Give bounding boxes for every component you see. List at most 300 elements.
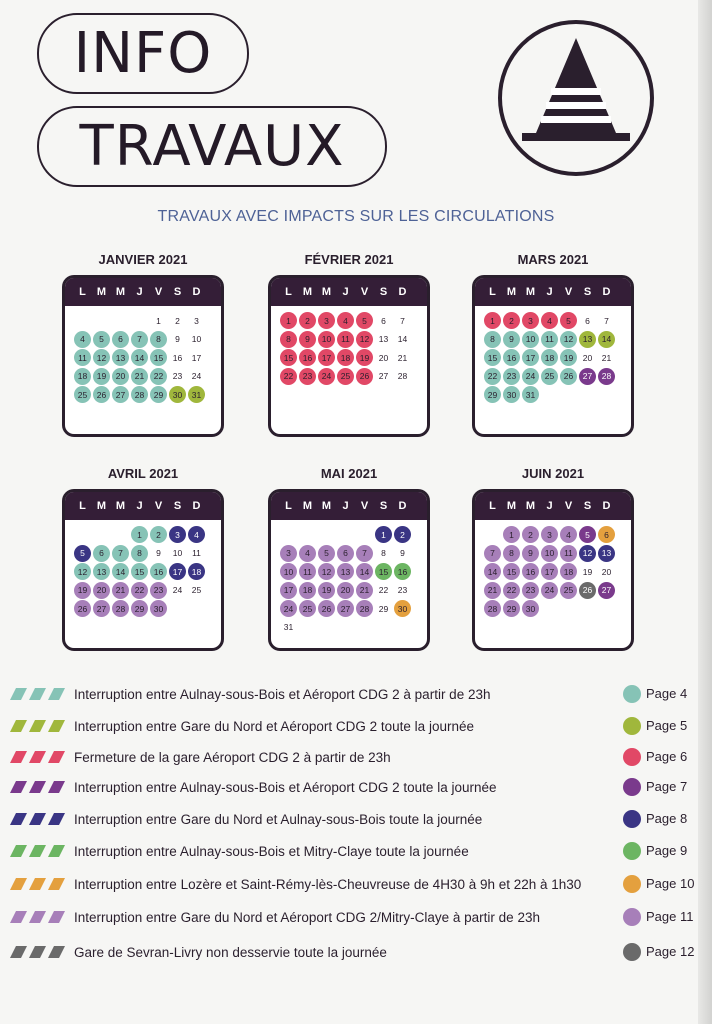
day-number: 26	[560, 368, 577, 385]
day-number: 4	[74, 331, 91, 348]
day-number: 7	[484, 545, 501, 562]
day-cell	[540, 582, 559, 601]
weekday-label: V	[360, 286, 369, 298]
day-number: 7	[400, 315, 405, 326]
day-cell	[597, 526, 616, 545]
day-number: 28	[356, 600, 373, 617]
day-cell	[355, 349, 374, 368]
day-number: 26	[356, 368, 373, 385]
weekday-label: J	[136, 286, 143, 298]
day-cell	[336, 331, 355, 350]
day-number: 11	[560, 545, 577, 562]
day-cell	[317, 312, 336, 331]
day-number: 13	[93, 563, 110, 580]
day-cell	[130, 331, 149, 350]
day-number: 8	[131, 545, 148, 562]
weekday-label: S	[173, 286, 182, 298]
day-cell	[149, 600, 168, 619]
weekday-label: M	[506, 286, 517, 298]
day-cell	[317, 331, 336, 350]
day-cell	[298, 545, 317, 564]
day-number: 13	[337, 563, 354, 580]
day-cell	[540, 545, 559, 564]
weekday-header	[65, 492, 221, 520]
day-cell	[298, 582, 317, 601]
weekday-label: V	[360, 500, 369, 512]
day-number: 15	[503, 563, 520, 580]
calendar-month	[268, 464, 430, 651]
day-number: 19	[356, 349, 373, 366]
day-number: 27	[93, 600, 110, 617]
weekday-label: J	[136, 500, 143, 512]
day-cell	[149, 349, 168, 368]
legend-text: Interruption entre Gare du Nord et Aéroport CDG 2/Mitry-Claye à partir de 23h	[74, 909, 540, 925]
day-grid	[65, 306, 221, 405]
day-cell	[521, 331, 540, 350]
day-number: 18	[299, 582, 316, 599]
day-cell	[374, 563, 393, 582]
day-cell	[168, 368, 187, 387]
day-number: 16	[172, 352, 183, 363]
day-cell	[130, 386, 149, 405]
legend-color-dot	[623, 908, 641, 926]
day-number: 6	[93, 545, 110, 562]
day-cell	[502, 312, 521, 331]
day-number: 16	[150, 563, 167, 580]
day-number: 20	[582, 352, 593, 363]
day-number: 23	[150, 582, 167, 599]
day-number: 16	[299, 349, 316, 366]
day-cell	[73, 563, 92, 582]
day-cell	[111, 600, 130, 619]
day-cell	[540, 349, 559, 368]
legend-color-dot	[623, 810, 641, 828]
day-number: 4	[337, 312, 354, 329]
weekday-label: V	[564, 286, 573, 298]
day-number: 23	[172, 371, 183, 381]
legend-page-ref: Page 10	[646, 876, 695, 891]
day-cell	[483, 331, 502, 350]
legend-color-dot	[623, 842, 641, 860]
day-cell	[374, 331, 393, 350]
legend-text: Interruption entre Gare du Nord et Aulnay-sous-Bois toute la journée	[74, 811, 483, 827]
day-number: 3	[280, 545, 297, 562]
day-cell	[279, 619, 298, 638]
day-cell	[130, 349, 149, 368]
day-cell	[168, 312, 187, 331]
day-number: 21	[131, 368, 148, 385]
day-number: 6	[381, 315, 386, 326]
day-cell	[149, 545, 168, 564]
page-edge	[698, 0, 712, 1024]
day-cell	[92, 582, 111, 601]
weekday-label: L	[285, 500, 292, 512]
calendar-month	[62, 464, 224, 651]
day-number: 28	[598, 368, 615, 385]
calendar-box	[268, 275, 430, 437]
day-number: 2	[150, 526, 167, 543]
day-cell	[355, 368, 374, 387]
day-cell	[111, 545, 130, 564]
day-cell	[92, 368, 111, 387]
day-number: 31	[522, 386, 539, 403]
day-number: 8	[503, 545, 520, 562]
stripes-icon	[10, 781, 68, 793]
legend-color-dot	[623, 943, 641, 961]
day-number: 21	[112, 582, 129, 599]
weekday-label: D	[192, 500, 201, 512]
day-number: 23	[397, 585, 408, 595]
day-cell	[393, 545, 412, 564]
weekday-label: M	[115, 500, 126, 512]
day-number: 4	[299, 545, 316, 562]
day-number: 24	[191, 371, 202, 381]
day-cell	[336, 582, 355, 601]
day-number: 28	[397, 371, 408, 381]
day-cell	[187, 349, 206, 368]
empty-cell	[92, 526, 111, 545]
day-cell	[521, 545, 540, 564]
title-info-pill	[37, 13, 249, 94]
day-number: 8	[484, 331, 501, 348]
title-travaux-pill	[37, 106, 387, 187]
day-number: 29	[131, 600, 148, 617]
day-cell	[578, 526, 597, 545]
title-info: INFO	[73, 21, 213, 86]
day-number: 12	[579, 545, 596, 562]
day-cell	[521, 368, 540, 387]
legend-row	[10, 805, 700, 833]
day-cell	[317, 582, 336, 601]
weekday-label: J	[342, 500, 349, 512]
day-cell	[92, 563, 111, 582]
day-number: 14	[484, 563, 501, 580]
weekday-label: M	[525, 286, 536, 298]
calendar-box	[62, 275, 224, 437]
legend-text: Interruption entre Aulnay-sous-Bois et Mitry-Claye toute la journée	[74, 843, 469, 859]
weekday-label: J	[546, 286, 553, 298]
weekday-label: V	[154, 500, 163, 512]
weekday-label: L	[79, 286, 86, 298]
weekday-label: S	[379, 286, 388, 298]
day-number: 15	[375, 563, 392, 580]
legend-row	[10, 837, 700, 865]
day-cell	[73, 545, 92, 564]
day-cell	[393, 600, 412, 619]
day-cell	[111, 563, 130, 582]
day-number: 25	[299, 600, 316, 617]
legend-text: Gare de Sevran-Livry non desservie toute la journée	[74, 944, 387, 960]
stripes-icon	[10, 845, 68, 857]
day-number: 13	[598, 545, 615, 562]
empty-cell	[111, 526, 130, 545]
day-cell	[502, 526, 521, 545]
day-number: 20	[337, 582, 354, 599]
day-cell	[187, 368, 206, 387]
day-grid	[65, 520, 221, 619]
day-cell	[355, 563, 374, 582]
day-number: 9	[175, 334, 180, 344]
calendar-box	[268, 489, 430, 651]
calendar-box	[472, 489, 634, 651]
day-number: 13	[378, 334, 389, 344]
day-cell	[374, 582, 393, 601]
day-number: 5	[93, 331, 110, 348]
legend-text: Interruption entre Aulnay-sous-Bois et Aéroport CDG 2 à partir de 23h	[74, 686, 491, 702]
day-number: 3	[169, 526, 186, 543]
day-number: 26	[93, 386, 110, 403]
day-number: 31	[188, 386, 205, 403]
day-number: 8	[150, 331, 167, 348]
day-number: 21	[601, 352, 612, 363]
day-cell	[73, 582, 92, 601]
day-cell	[578, 545, 597, 564]
day-grid	[271, 520, 427, 637]
day-number: 18	[541, 349, 558, 366]
day-cell	[130, 545, 149, 564]
day-number: 14	[112, 563, 129, 580]
day-number: 5	[74, 545, 91, 562]
day-cell	[279, 368, 298, 387]
day-cell	[559, 526, 578, 545]
day-cell	[374, 545, 393, 564]
legend-row	[10, 870, 700, 898]
day-number: 27	[337, 600, 354, 617]
weekday-label: V	[564, 500, 573, 512]
empty-cell	[336, 526, 355, 545]
day-number: 24	[522, 368, 539, 385]
day-cell	[483, 600, 502, 619]
day-number: 28	[112, 600, 129, 617]
day-cell	[578, 349, 597, 368]
day-number: 2	[299, 312, 316, 329]
day-number: 22	[150, 368, 167, 385]
weekday-label: M	[302, 500, 313, 512]
day-cell	[73, 600, 92, 619]
day-cell	[540, 368, 559, 387]
day-number: 20	[601, 566, 612, 577]
day-cell	[279, 600, 298, 619]
day-cell	[393, 582, 412, 601]
day-cell	[298, 331, 317, 350]
day-number: 25	[541, 368, 558, 385]
day-number: 18	[560, 563, 577, 580]
calendar-title: MAI 2021	[320, 466, 378, 481]
day-number: 22	[378, 585, 389, 595]
day-number: 7	[356, 545, 373, 562]
day-cell	[597, 563, 616, 582]
weekday-label: L	[285, 286, 292, 298]
weekday-label: L	[489, 500, 496, 512]
weekday-label: S	[379, 500, 388, 512]
day-cell	[149, 386, 168, 405]
day-number: 12	[74, 563, 91, 580]
weekday-label: D	[398, 286, 407, 298]
day-cell	[540, 312, 559, 331]
day-number: 10	[280, 563, 297, 580]
day-cell	[502, 386, 521, 405]
day-number: 14	[397, 334, 408, 344]
day-number: 15	[484, 349, 501, 366]
legend-page-ref: Page 9	[646, 843, 688, 858]
legend-color-dot	[623, 748, 641, 766]
weekday-label: J	[546, 500, 553, 512]
day-cell	[578, 368, 597, 387]
weekday-label: L	[79, 500, 86, 512]
day-number: 10	[191, 334, 202, 344]
day-cell	[111, 331, 130, 350]
day-cell	[355, 600, 374, 619]
day-number: 1	[156, 315, 161, 326]
day-number: 11	[299, 563, 316, 580]
day-number: 30	[503, 386, 520, 403]
stripes-icon	[10, 720, 68, 732]
day-number: 1	[280, 312, 297, 329]
day-number: 7	[604, 315, 609, 326]
day-cell	[317, 368, 336, 387]
day-number: 22	[131, 582, 148, 599]
day-number: 12	[318, 563, 335, 580]
day-number: 31	[283, 622, 294, 632]
day-cell	[130, 582, 149, 601]
legend-page-ref: Page 6	[646, 749, 688, 764]
day-cell	[92, 386, 111, 405]
day-number: 11	[337, 331, 354, 348]
day-number: 2	[503, 312, 520, 329]
weekday-label: D	[192, 286, 201, 298]
day-cell	[521, 600, 540, 619]
weekday-label: J	[342, 286, 349, 298]
day-cell	[483, 386, 502, 405]
legend-text: Interruption entre Gare du Nord et Aéroport CDG 2 toute la journée	[74, 718, 474, 734]
day-number: 18	[74, 368, 91, 385]
weekday-header	[271, 492, 427, 520]
day-grid	[475, 520, 631, 619]
day-number: 10	[522, 331, 539, 348]
empty-cell	[355, 526, 374, 545]
stripes-icon	[10, 911, 68, 923]
day-number: 22	[484, 368, 501, 385]
day-number: 30	[394, 600, 411, 617]
day-number: 3	[541, 526, 558, 543]
day-cell	[483, 545, 502, 564]
day-cell	[374, 312, 393, 331]
day-cell	[111, 582, 130, 601]
day-number: 26	[74, 600, 91, 617]
weekday-label: S	[583, 500, 592, 512]
day-cell	[92, 600, 111, 619]
day-cell	[168, 331, 187, 350]
day-number: 21	[484, 582, 501, 599]
weekday-label: M	[96, 286, 107, 298]
calendar-month	[62, 250, 224, 437]
day-cell	[521, 386, 540, 405]
day-cell	[559, 368, 578, 387]
day-cell	[578, 331, 597, 350]
legend-page-ref: Page 12	[646, 944, 695, 959]
day-cell	[317, 349, 336, 368]
day-number: 27	[112, 386, 129, 403]
day-cell	[502, 349, 521, 368]
day-cell	[355, 582, 374, 601]
day-cell	[559, 563, 578, 582]
day-number: 15	[280, 349, 297, 366]
day-cell	[111, 368, 130, 387]
day-number: 3	[318, 312, 335, 329]
day-cell	[149, 368, 168, 387]
day-cell	[597, 349, 616, 368]
day-number: 7	[131, 331, 148, 348]
day-cell	[393, 349, 412, 368]
weekday-label: M	[321, 286, 332, 298]
day-number: 17	[169, 563, 186, 580]
day-number: 17	[191, 352, 202, 363]
day-number: 5	[579, 526, 596, 543]
day-number: 4	[188, 526, 205, 543]
day-cell	[168, 526, 187, 545]
weekday-header	[65, 278, 221, 306]
legend-page-ref: Page 7	[646, 779, 688, 794]
day-cell	[149, 312, 168, 331]
day-cell	[483, 582, 502, 601]
day-number: 18	[188, 563, 205, 580]
legend-page-ref: Page 8	[646, 811, 688, 826]
stripes-icon	[10, 878, 68, 890]
day-cell	[279, 349, 298, 368]
day-grid	[475, 306, 631, 405]
day-cell	[336, 563, 355, 582]
calendar-box	[472, 275, 634, 437]
day-number: 26	[318, 600, 335, 617]
stripes-icon	[10, 813, 68, 825]
day-number: 24	[280, 600, 297, 617]
day-cell	[559, 349, 578, 368]
day-number: 6	[112, 331, 129, 348]
day-number: 21	[356, 582, 373, 599]
day-cell	[317, 563, 336, 582]
day-cell	[187, 545, 206, 564]
legend-color-dot	[623, 875, 641, 893]
weekday-label: M	[96, 500, 107, 512]
day-number: 24	[541, 582, 558, 599]
day-cell	[279, 582, 298, 601]
day-number: 1	[503, 526, 520, 543]
day-cell	[521, 563, 540, 582]
day-cell	[597, 368, 616, 387]
day-cell	[92, 545, 111, 564]
day-number: 11	[74, 349, 91, 366]
day-cell	[578, 312, 597, 331]
day-cell	[502, 331, 521, 350]
day-number: 10	[318, 331, 335, 348]
legend-row	[10, 743, 700, 771]
day-number: 7	[112, 545, 129, 562]
day-number: 15	[131, 563, 148, 580]
empty-cell	[279, 526, 298, 545]
weekday-header	[475, 278, 631, 306]
day-cell	[73, 349, 92, 368]
legend-page-ref: Page 4	[646, 686, 688, 701]
day-cell	[92, 349, 111, 368]
day-cell	[187, 386, 206, 405]
day-number: 5	[560, 312, 577, 329]
day-number: 17	[280, 582, 297, 599]
day-cell	[279, 545, 298, 564]
day-number: 18	[337, 349, 354, 366]
day-cell	[73, 331, 92, 350]
stripes-icon	[10, 751, 68, 763]
day-number: 3	[194, 315, 199, 326]
